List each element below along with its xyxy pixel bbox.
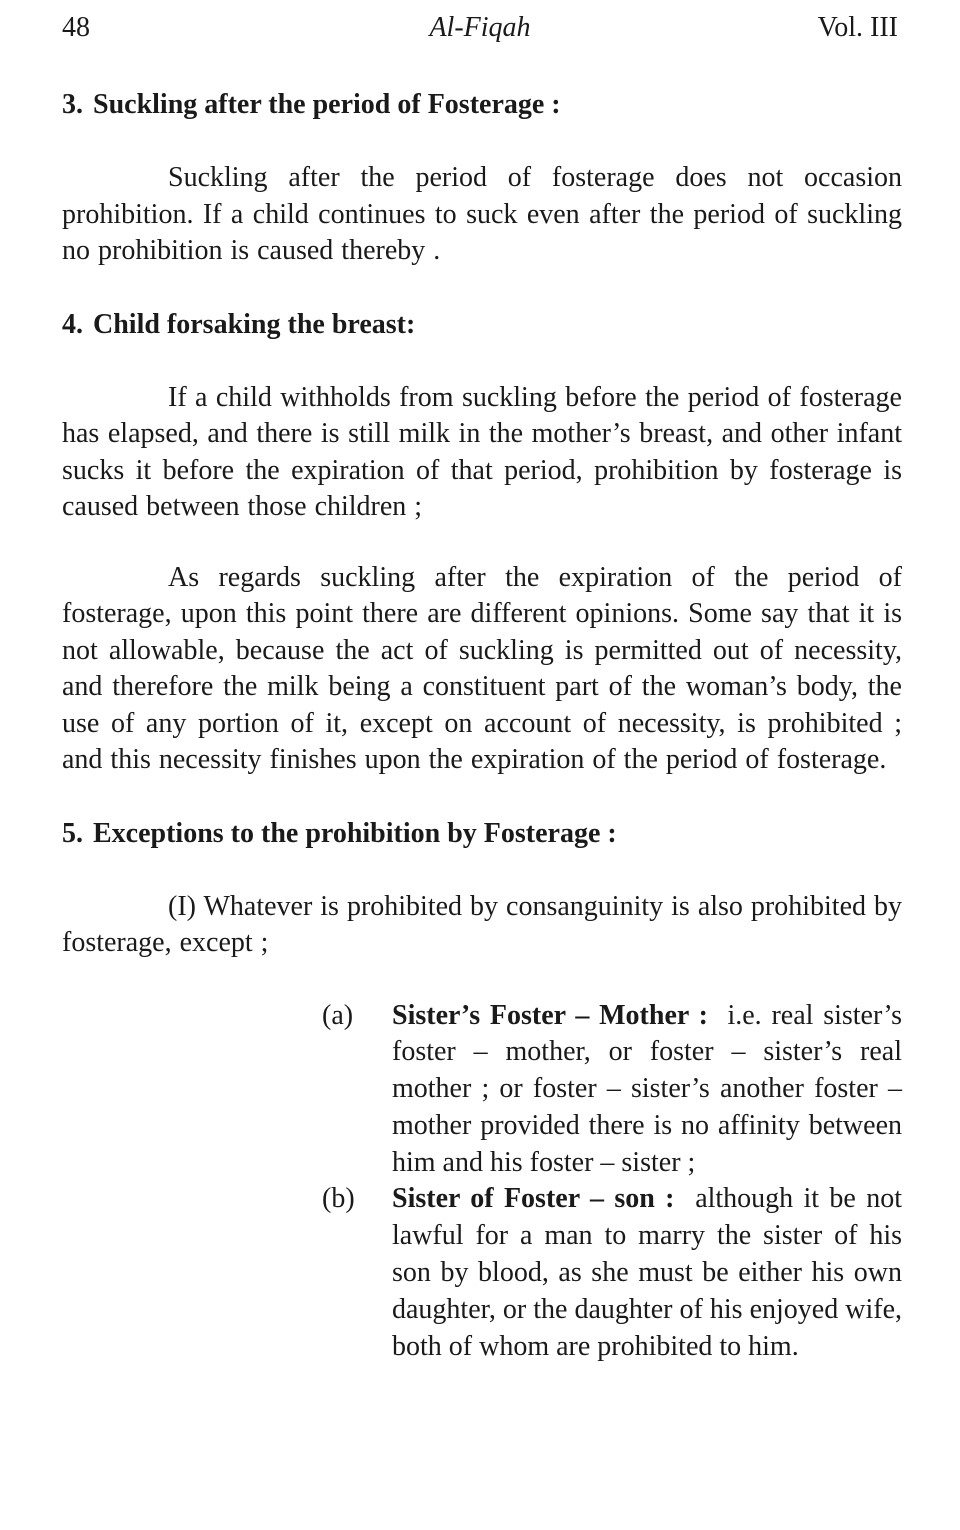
- running-header: [62, 8, 902, 48]
- exceptions-list: [62, 998, 902, 1366]
- section-heading-3: [62, 86, 902, 124]
- section-title: Exceptions to the prohibition by Fosterage :: [93, 817, 617, 849]
- section-number: 3.: [62, 89, 83, 120]
- paragraph: (I) Whatever is prohibited by consanguinity is also prohibited by fosterage, except ;: [62, 890, 903, 958]
- page-number: 48: [62, 12, 90, 43]
- volume-label: Vol. III: [817, 12, 898, 43]
- section-number: 4.: [62, 308, 83, 340]
- book-title: Al-Fiqah: [429, 12, 531, 43]
- list-item-body: [392, 1181, 902, 1365]
- section-title: Suckling after the period of Fosterage :: [93, 89, 561, 120]
- exception-term: Sister’s Foster – Mother :: [392, 999, 708, 1031]
- section-heading-5: [62, 815, 902, 853]
- paragraph: As regards suckling after the expiration of the period of fosterage, upon this point there are different opinions. Some say that it is not allowable, because the act of suckling is permitted out of necessity, and therefore the milk being a constituent part of the woman’s body, the use of any portion of it, except on account of necessity, is prohibited ; and this necessity finishes upon the expiration of the period of fosterage.: [62, 561, 902, 775]
- exception-text: although it be not lawful for a man to marry the sister of his son by blood, as she must be either his own daughter, or the daughter of his enjoyed wife, both of whom are prohibited to him.: [392, 1183, 902, 1362]
- section-number: 5.: [62, 817, 83, 849]
- list-marker: (b): [322, 1183, 355, 1215]
- list-item-body: [392, 998, 902, 1182]
- section-title: Child forsaking the breast:: [93, 308, 416, 340]
- paragraph: If a child withholds from suckling before the period of fosterage has elapsed, and there is still milk in the mother’s breast, and other infant sucks it before the expiration of that period, prohibition by fosterage is caused between those children ;: [62, 381, 902, 522]
- list-item: [322, 998, 902, 1182]
- section-heading-4: [62, 306, 902, 344]
- list-item: [322, 1181, 902, 1365]
- paragraph: Suckling after the period of fosterage does not occasion prohibition. If a child continues to suck even after the period of suckling no prohibition is caused thereby .: [62, 162, 902, 266]
- exception-term: Sister of Foster – son :: [392, 1183, 675, 1215]
- exception-text: i.e. real sister’s foster – mother, or foster – sister’s real mother ; or foster – sister’s another foster – mother provided there is no affinity between him and his foster – sister ;: [392, 999, 903, 1178]
- list-marker: (a): [322, 999, 354, 1031]
